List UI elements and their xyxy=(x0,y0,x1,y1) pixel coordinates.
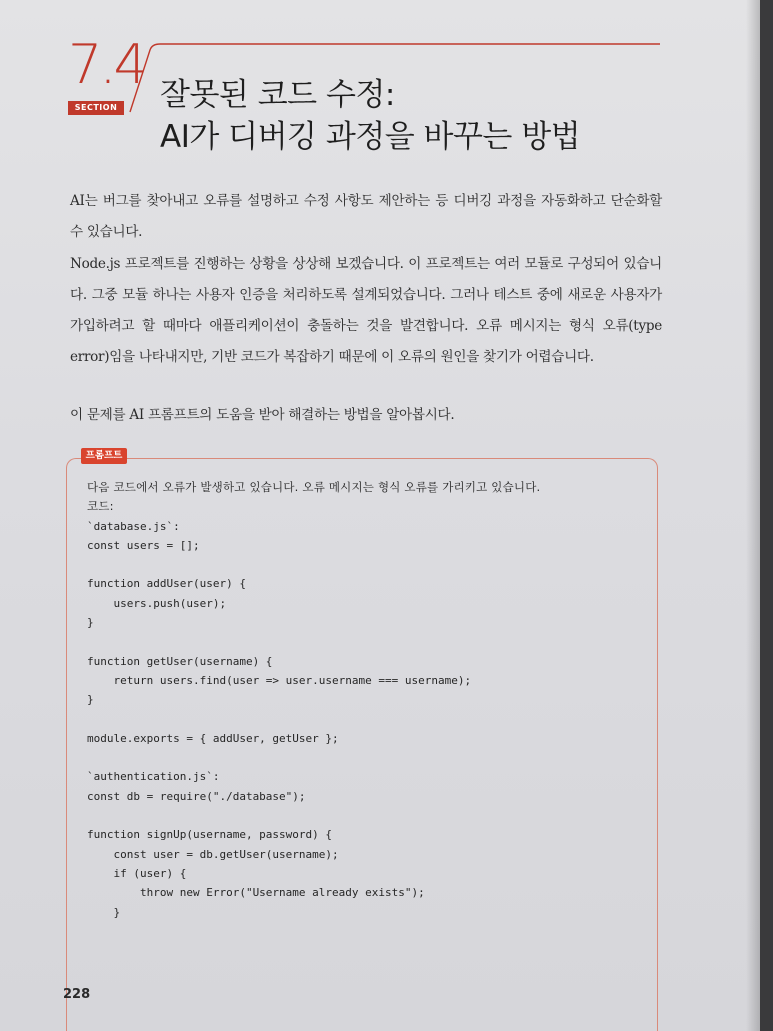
prompt-line: 코드: xyxy=(87,499,114,514)
code-line xyxy=(87,710,647,729)
section-title-line1: 잘못된 코드 수정: xyxy=(160,77,395,113)
scenario-paragraph: Node.js 프로젝트를 진행하는 상황을 상상해 보겠습니다. 이 프로젝트는 여러 모듈로 구성되어 있습니다. 그중 모듈 하나는 사용자 인증을 처리하도록 설계되었습니다. 그러나 테스트 중에 새로운 사용자가 가입하려고 할 때마다 애플리케이션이 충돌하는 것을 발견합니다. 오류 메시지는 형식 오류(type error)임을 나타내지만, 기반 코드가 복잡하기 때문에 이 오류의 원인을 찾기가 어렵습니다. xyxy=(70,256,662,365)
section-badge: SECTION xyxy=(68,101,124,115)
code-line: const users = []; xyxy=(87,538,200,552)
prompt-code-block xyxy=(87,478,647,922)
code-line: function addUser(user) { xyxy=(87,577,246,591)
section-number: 7.4 xyxy=(68,33,145,96)
code-line: users.push(user); xyxy=(87,596,227,610)
code-line: if (user) { xyxy=(87,866,187,880)
code-line: const user = db.getUser(username); xyxy=(87,847,339,861)
code-line: } xyxy=(87,905,121,919)
intro-paragraph: AI는 버그를 찾아내고 오류를 설명하고 수정 사항도 제안하는 등 디버깅 과정을 자동화하고 단순화할 수 있습니다. xyxy=(70,193,662,240)
code-line: function getUser(username) { xyxy=(87,654,273,668)
code-line xyxy=(87,555,647,574)
section-title-line2: AI가 디버깅 과정을 바꾸는 방법 xyxy=(160,119,581,155)
lead-in-paragraph: 이 문제를 AI 프롬프트의 도움을 받아 해결하는 방법을 알아봅시다. xyxy=(70,407,455,423)
code-line: const db = require("./database"); xyxy=(87,789,306,803)
prompt-tag: 프롬프트 xyxy=(81,448,127,464)
code-line: } xyxy=(87,693,94,707)
code-line: } xyxy=(87,616,94,630)
code-line xyxy=(87,632,647,651)
prompt-line: 다음 코드에서 오류가 발생하고 있습니다. 오류 메시지는 형식 오류를 가리키고 있습니다. xyxy=(87,480,541,494)
code-line xyxy=(87,748,647,767)
section-title xyxy=(160,74,580,158)
code-line: return users.find(user => user.username === username); xyxy=(87,673,472,687)
code-line: throw new Error("Username already exists"); xyxy=(87,886,425,900)
code-line: module.exports = { addUser, getUser }; xyxy=(87,731,339,745)
code-line: function signUp(username, password) { xyxy=(87,828,333,842)
page-number: 228 xyxy=(63,987,91,1002)
code-line xyxy=(87,806,647,825)
code-line: `database.js`: xyxy=(87,519,180,533)
code-line: `authentication.js`: xyxy=(87,770,220,784)
